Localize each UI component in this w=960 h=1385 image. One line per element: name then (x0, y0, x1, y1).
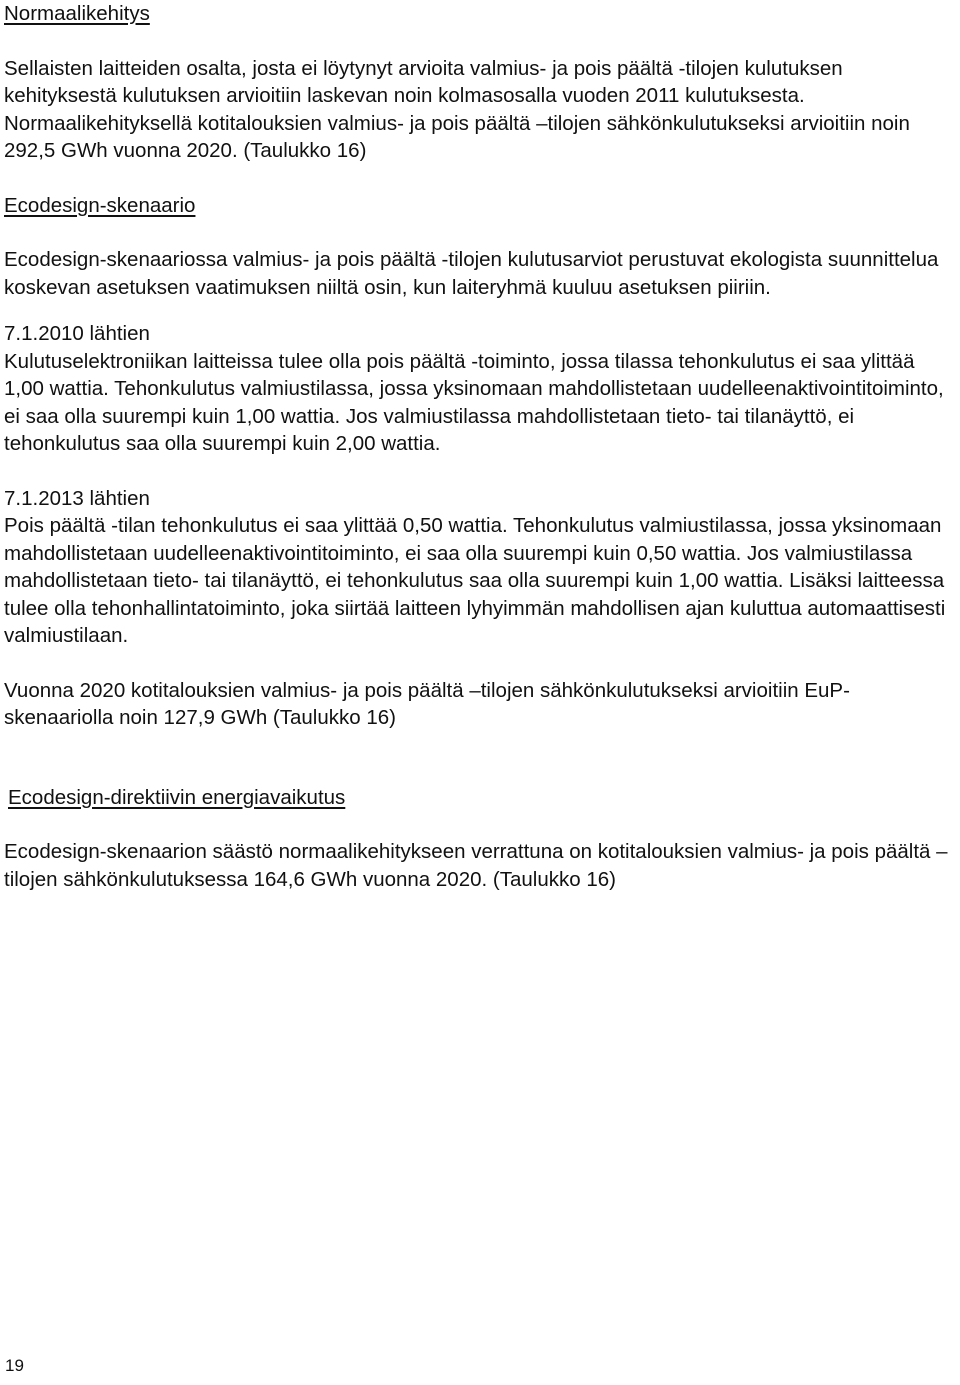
section-heading-normaalikehitys: Normaalikehitys (4, 2, 150, 25)
spacer (4, 811, 956, 838)
rule-date-2010: 7.1.2010 lähtien (4, 322, 150, 345)
paragraph-normaalikehitys: Sellaisten laitteiden osalta, josta ei löytynyt arvioita valmius- ja pois päältä -tilojen kulutuksen kehityksestä kulutuksen arvioitiin laskevan noin kolmasosalla vuoden 2011 kulutuksesta. Normaalikehityksellä kotitalouksien valmius- ja pois päältä –tilojen sähkönkulutukseksi arvioitiin noin 292,5 GWh vuonna 2020. (Taulukko 16) (4, 56, 910, 162)
paragraph-ecodesign-intro: Ecodesign-skenaariossa valmius- ja pois päältä -tilojen kulutusarviot perustuvat ekologista suunnittelua koskevan asetuksen vaatimuksen niiltä osin, kun laiteryhmä kuuluu asetuksen piiriin. (4, 248, 939, 299)
paragraph-ecodesign-summary: Vuonna 2020 kotitalouksien valmius- ja pois päältä –tilojen sähkönkulutukseksi arvioitiin EuP-skenaariolla noin 127,9 GWh (Taulukko 16) (4, 678, 850, 729)
spacer (4, 301, 956, 320)
spacer (4, 458, 956, 485)
spacer (4, 165, 956, 192)
paragraph-energiavaikutus: Ecodesign-skenaarion säästö normaalikehitykseen verrattuna on kotitalouksien valmius- ja pois päältä –tilojen sähkönkulutuksessa 164,6 GWh vuonna 2020. (Taulukko 16) (4, 840, 948, 891)
rule-text-2010: Kulutuselektroniikan laitteissa tulee olla pois päältä -toiminto, jossa tilassa tehonkulutus ei saa ylittää 1,00 wattia. Tehonkulutus valmiustilassa, jossa yksinomaan mahdollistetaan uudelleenaktivointitoiminto, ei saa olla suurempi kuin 1,00 wattia. Jos valmiustilassa mahdollistetaan tieto- tai tilanäyttö, ei tehonkulutus saa olla suurempi kuin 2,00 wattia. (4, 349, 944, 455)
spacer (4, 219, 956, 246)
rule-text-2013: Pois päältä -tilan tehonkulutus ei saa ylittää 0,50 wattia. Tehonkulutus valmiustilassa, jossa yksinomaan mahdollistetaan uudelleenaktivointitoiminto, ei saa olla suurempi kuin 0,50 wattia. Jos valmiustilassa mahdollistetaan tieto- tai tilanäyttö, ei tehonkulutus saa olla suurempi kuin 1,00 wattia. Lisäksi laitteessa tulee olla tehonhallintatoiminto, joka siirtää laitteen lyhyimmän mahdollisen ajan kuluttua automaattisesti valmiustilaan. (4, 514, 946, 647)
section-heading-energiavaikutus: Ecodesign-direktiivin energiavaikutus (8, 785, 346, 809)
spacer (4, 732, 956, 784)
spacer (4, 650, 956, 677)
page-number: 19 (5, 1356, 24, 1375)
section-heading-ecodesign: Ecodesign-skenaario (4, 193, 196, 217)
rule-date-2013: 7.1.2013 lähtien (4, 486, 150, 510)
document-page (4, 0, 956, 893)
spacer (4, 28, 956, 55)
